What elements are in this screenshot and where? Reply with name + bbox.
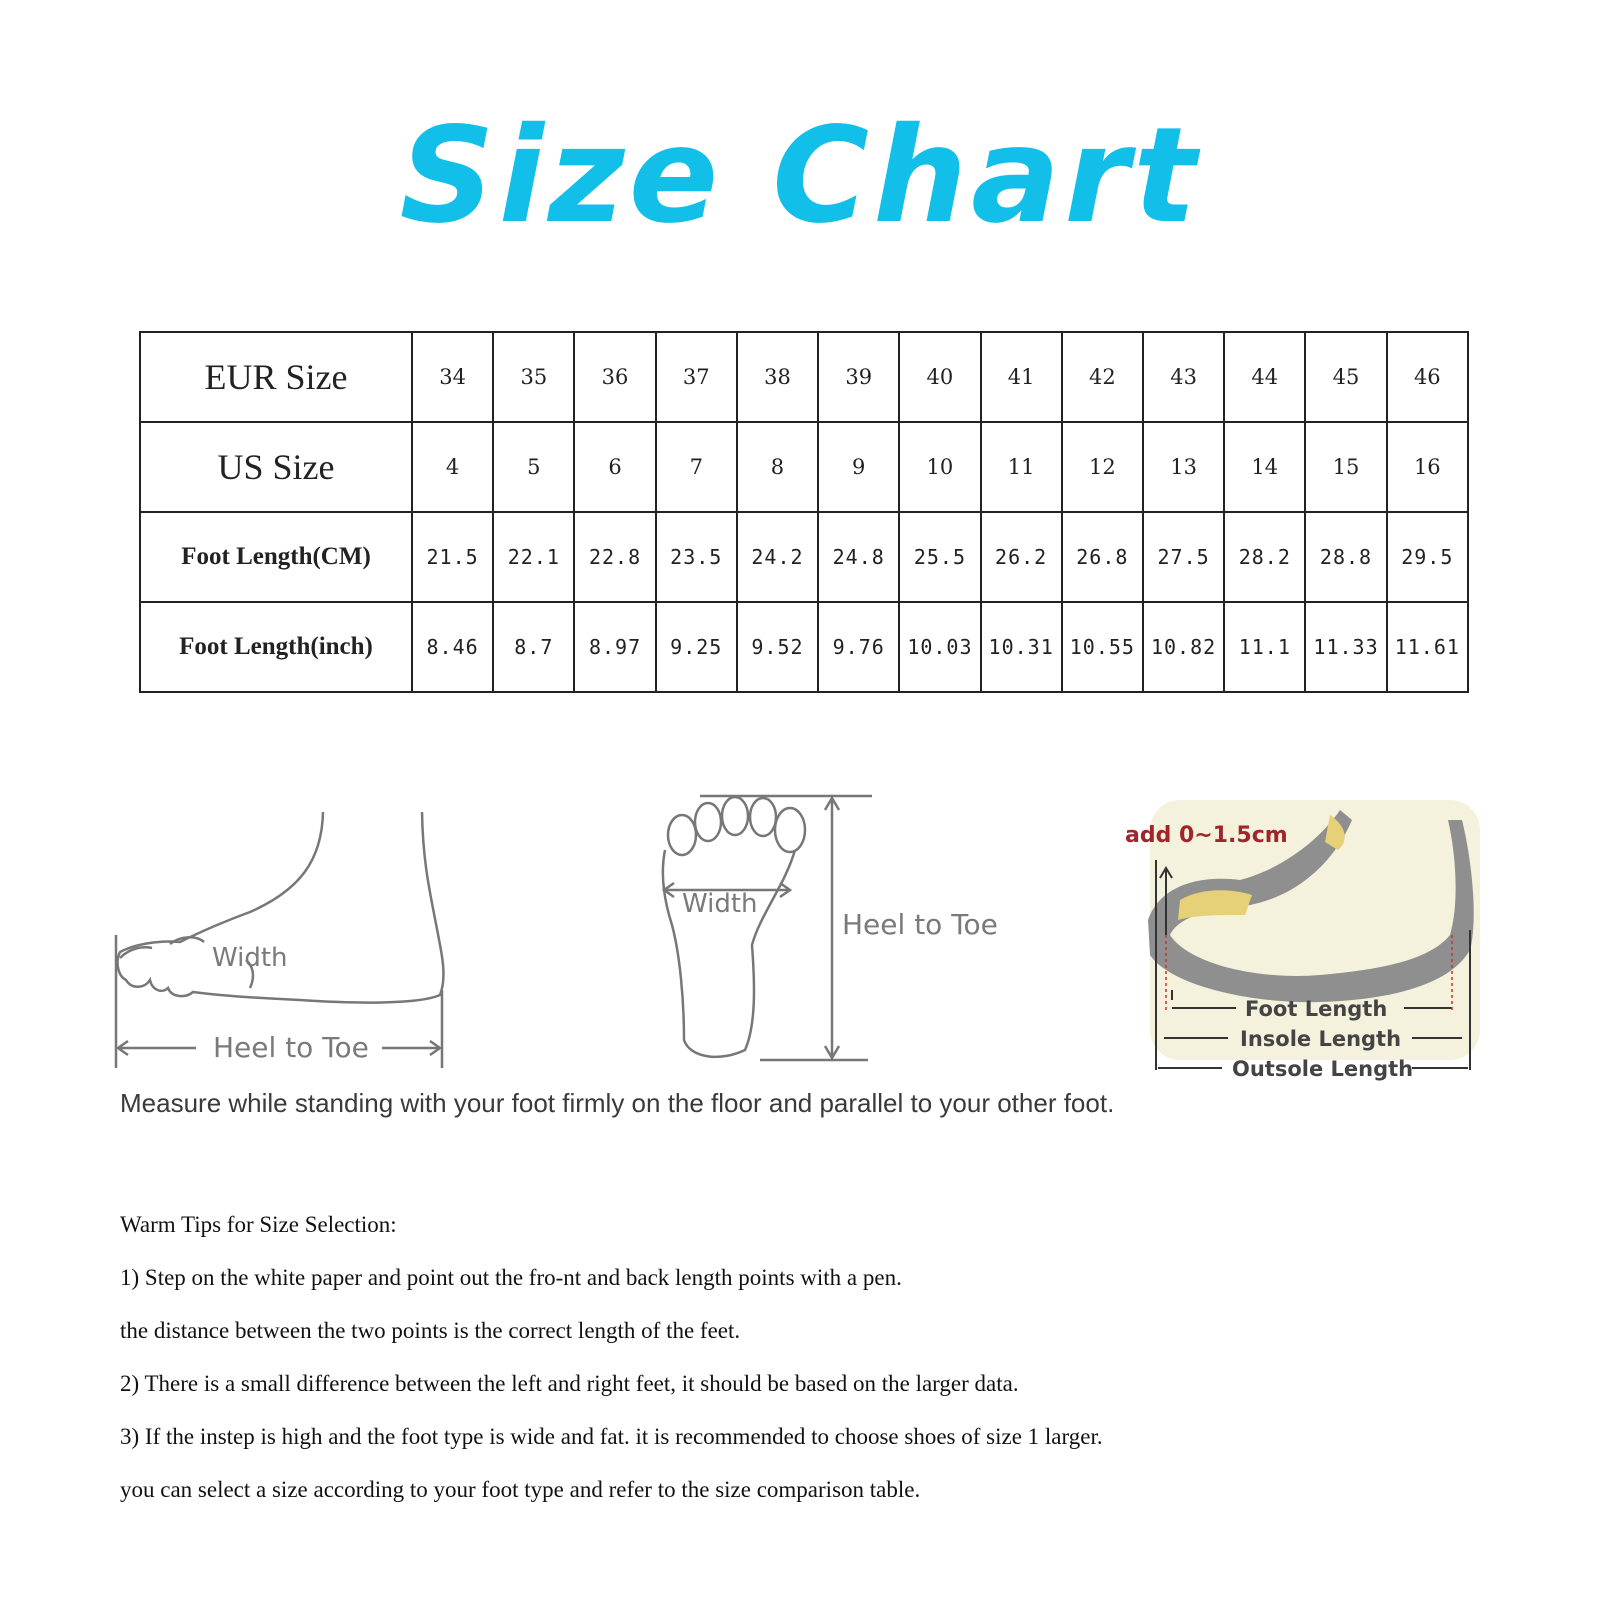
tip-line: 2) There is a small difference between the left and right feet, it should be based on the larger data.: [120, 1371, 1019, 1396]
side-foot-illustration: [116, 812, 443, 1068]
row-header: Foot Length(CM): [140, 512, 412, 602]
tips-heading: Warm Tips for Size Selection:: [120, 1212, 397, 1237]
table-cell: 8.7: [493, 602, 574, 692]
table-cell: 44: [1224, 332, 1305, 422]
table-cell: 36: [574, 332, 655, 422]
table-cell: 11: [981, 422, 1062, 512]
table-cell: 23.5: [656, 512, 737, 602]
table-cell: 35: [493, 332, 574, 422]
table-cell: 26.2: [981, 512, 1062, 602]
row-header: US Size: [140, 422, 412, 512]
table-cell: 45: [1305, 332, 1386, 422]
tip-line: the distance between the two points is the correct length of the feet.: [120, 1318, 741, 1343]
table-cell: 22.1: [493, 512, 574, 602]
table-cell: 9.52: [737, 602, 818, 692]
table-cell: 11.61: [1387, 602, 1468, 692]
table-cell: 24.2: [737, 512, 818, 602]
side-width-label: Width: [212, 943, 288, 973]
table-cell: 25.5: [899, 512, 980, 602]
table-cell: 10.82: [1143, 602, 1224, 692]
table-cell: 38: [737, 332, 818, 422]
table-cell: 11.1: [1224, 602, 1305, 692]
shoe-insole-length-label: Insole Length: [1240, 1027, 1402, 1051]
tip-line: you can select a size according to your foot type and refer to the size comparison table.: [120, 1477, 921, 1502]
table-cell: 21.5: [412, 512, 493, 602]
shoe-outsole-length-label: Outsole Length: [1232, 1057, 1414, 1081]
page-title: Size Chart: [399, 99, 1201, 253]
table-cell: 42: [1062, 332, 1143, 422]
table-cell: 43: [1143, 332, 1224, 422]
row-header: EUR Size: [140, 332, 412, 422]
sole-foot-illustration: [663, 796, 872, 1060]
measure-instruction: Measure while standing with your foot firmly on the floor and parallel to your other foot.: [120, 1088, 1115, 1118]
row-header: Foot Length(inch): [140, 602, 412, 692]
table-cell: 9.25: [656, 602, 737, 692]
side-heel-toe-label: Heel to Toe: [213, 1031, 369, 1064]
table-cell: 46: [1387, 332, 1468, 422]
table-cell: 9: [818, 422, 899, 512]
tip-line: 1) Step on the white paper and point out the fro-nt and back length points with a pen.: [120, 1265, 902, 1290]
table-cell: 24.8: [818, 512, 899, 602]
table-cell: 28.8: [1305, 512, 1386, 602]
table-cell: 9.76: [818, 602, 899, 692]
shoe-add-label: add 0~1.5cm: [1125, 823, 1288, 848]
table-cell: 8: [737, 422, 818, 512]
tip-line: 3) If the instep is high and the foot type is wide and fat. it is recommended to choose shoes of size 1 larger.: [120, 1424, 1103, 1449]
shoe-foot-length-label: Foot Length: [1245, 997, 1388, 1021]
table-cell: 41: [981, 332, 1062, 422]
table-cell: 5: [493, 422, 574, 512]
table-cell: 10: [899, 422, 980, 512]
warm-tips: [120, 1210, 1520, 1528]
table-cell: 15: [1305, 422, 1386, 512]
table-cell: 11.33: [1305, 602, 1386, 692]
table-cell: 29.5: [1387, 512, 1468, 602]
table-cell: 6: [574, 422, 655, 512]
table-cell: 7: [656, 422, 737, 512]
table-cell: 28.2: [1224, 512, 1305, 602]
table-cell: 40: [899, 332, 980, 422]
table-cell: 10.31: [981, 602, 1062, 692]
table-cell: 8.97: [574, 602, 655, 692]
table-cell: 14: [1224, 422, 1305, 512]
sole-heel-toe-label: Heel to Toe: [842, 908, 998, 941]
table-cell: 22.8: [574, 512, 655, 602]
table-cell: 13: [1143, 422, 1224, 512]
table-cell: 16: [1387, 422, 1468, 512]
table-cell: 37: [656, 332, 737, 422]
table-cell: 4: [412, 422, 493, 512]
table-cell: 39: [818, 332, 899, 422]
table-cell: 27.5: [1143, 512, 1224, 602]
table-cell: 10.03: [899, 602, 980, 692]
sole-width-label: Width: [682, 889, 758, 919]
table-cell: 10.55: [1062, 602, 1143, 692]
table-cell: 8.46: [412, 602, 493, 692]
table-cell: 12: [1062, 422, 1143, 512]
table-cell: 34: [412, 332, 493, 422]
table-cell: 26.8: [1062, 512, 1143, 602]
